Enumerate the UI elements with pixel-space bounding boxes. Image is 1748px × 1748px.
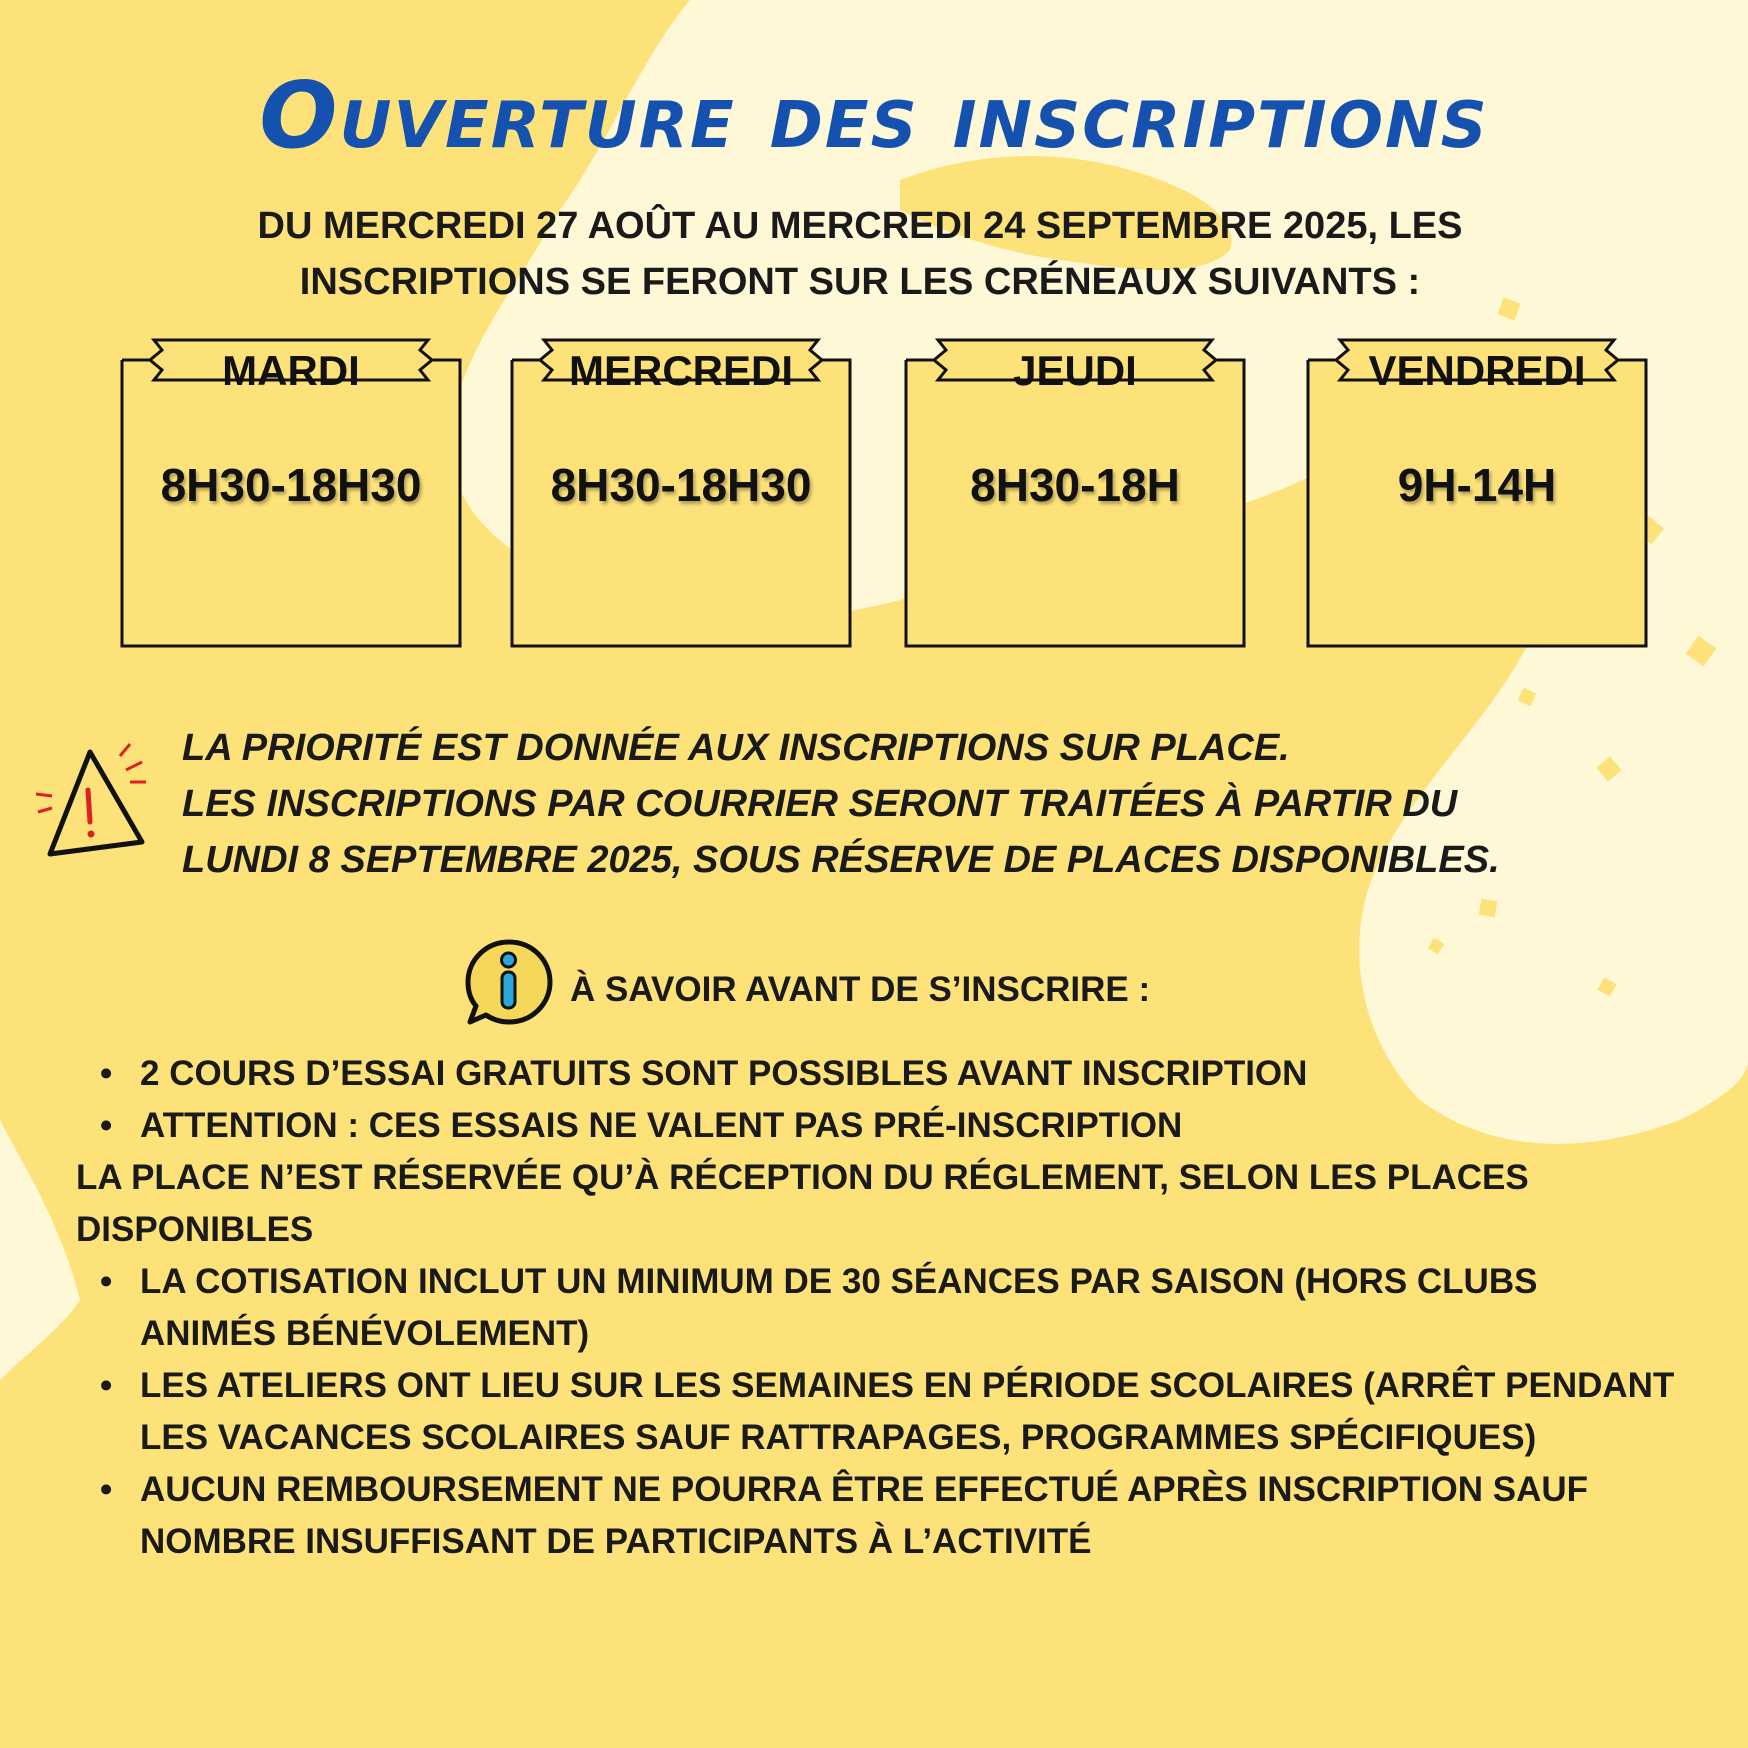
intro-text <box>120 198 1600 310</box>
day-hours: 9H-14H <box>1397 459 1557 511</box>
day-name: MARDI <box>222 347 360 394</box>
warning-triangle-icon <box>30 742 150 862</box>
info-bubble-icon <box>464 938 554 1028</box>
day-hours: 8H30-18H30 <box>550 459 812 511</box>
list-item: • LES ATELIERS ONT LIEU SUR LES SEMAINES EN PÉRIODE SCOLAIRES (ARRÊT PENDANT LES VACANCES SCOLAIRES SAUF RATTRAPAGES, PROGRAMMES SPÉCIFIQUES) <box>76 1360 1676 1464</box>
list-note: LA PLACE N’EST RÉSERVÉE QU’À RÉCEPTION DU RÉGLEMENT, SELON LES PLACES DISPONIBLES <box>76 1158 1529 1249</box>
day-card-vendredi <box>1306 338 1648 648</box>
warning-line: LUNDI 8 SEPTEMBRE 2025, SOUS RÉSERVE DE PLACES DISPONIBLES. <box>182 839 1500 881</box>
warning-text <box>182 720 1702 888</box>
intro-line: DU MERCREDI 27 AOÛT AU MERCREDI 24 SEPTEMBRE 2025, LES <box>257 205 1463 247</box>
day-card-mercredi <box>510 338 852 648</box>
list-item: • 2 COURS D’ESSAI GRATUITS SONT POSSIBLES AVANT INSCRIPTION <box>76 1048 1676 1100</box>
list-item: • AUCUN REMBOURSEMENT NE POURRA ÊTRE EFFECTUÉ APRÈS INSCRIPTION SAUF NOMBRE INSUFFISANT DE PARTICIPANTS À L’ACTIVITÉ <box>76 1464 1676 1568</box>
day-hours: 8H30-18H30 <box>160 459 422 511</box>
list-item: • ATTENTION : CES ESSAIS NE VALENT PAS PRÉ-INSCRIPTION <box>76 1100 1676 1152</box>
day-hours: 8H30-18H <box>970 459 1180 511</box>
warning-line: LA PRIORITÉ EST DONNÉE AUX INSCRIPTIONS SUR PLACE. <box>182 727 1290 769</box>
day-name: MERCREDI <box>568 347 793 394</box>
info-title: À SAVOIR AVANT DE S’INSCRIRE : <box>570 970 1151 1009</box>
list-item: • LA COTISATION INCLUT UN MINIMUM DE 30 SÉANCES PAR SAISON (HORS CLUBS ANIMÉS BÉNÉVOLEMENT) <box>76 1256 1676 1360</box>
day-card-jeudi <box>904 338 1246 648</box>
day-card-mardi <box>120 338 462 648</box>
day-name: VENDREDI <box>1368 347 1586 394</box>
intro-line: INSCRIPTIONS SE FERONT SUR LES CRÉNEAUX SUIVANTS : <box>299 261 1421 303</box>
warning-line: LES INSCRIPTIONS PAR COURRIER SERONT TRAITÉES À PARTIR DU <box>182 783 1458 825</box>
info-list <box>76 1048 1676 1568</box>
day-name: JEUDI <box>1013 347 1137 394</box>
page-title: Ouverture des inscriptions <box>259 62 1489 169</box>
